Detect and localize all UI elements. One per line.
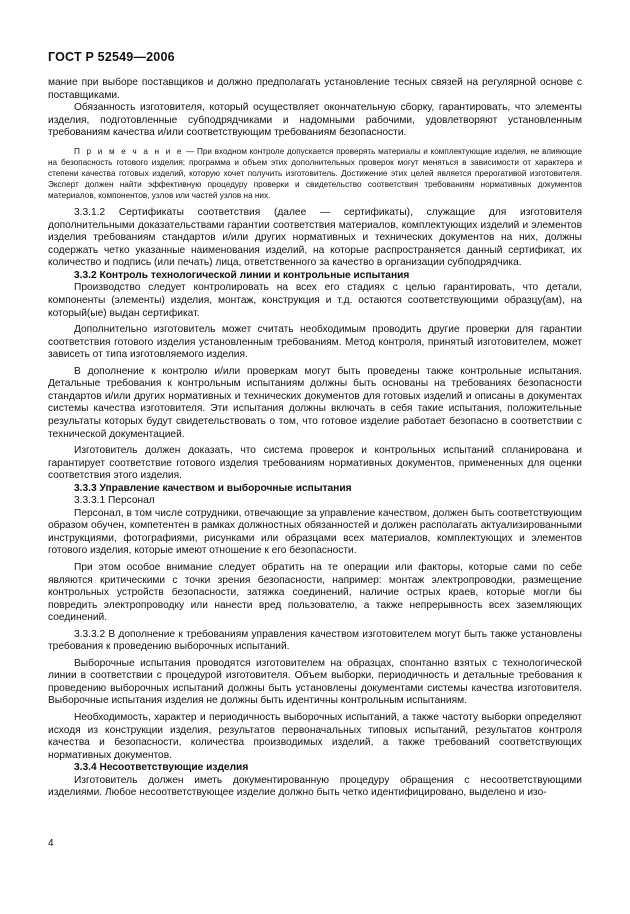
section-heading-3-3-2: 3.3.2 Контроль технологической линии и контрольные испытания bbox=[74, 269, 410, 281]
page-header-standard: ГОСТ Р 52549—2006 bbox=[48, 50, 175, 64]
paragraph: Изготовитель должен доказать, что система проверок и контрольных испытаний спланирована и гарантирует соответствие готового изделия требованиям нормативных документов, примененных для оценки соответствия этого изделия. bbox=[48, 445, 582, 482]
paragraph: мание при выборе поставщиков и должно предполагать установление тесных связей на регулярной основе с поставщиками. bbox=[48, 77, 582, 101]
paragraph: Производство следует контролировать на всех его стадиях с целью гарантировать, что детали, компоненты (элементы) изделия, монтаж, конструкция и т.д. остаются соответствующими образцу(ам), на который(ые) выдан сертификат. bbox=[48, 282, 582, 319]
note-text: — При входном контроле допускается проверять материалы и комплектующие изделия, не влияющие на безопасность готового изделия; программа и объем этих дополнительных проверок могут меняться в зависимости от характера и степени качества готовых изделий, которую хочет получить изготовитель. Достижение этих целей является прерогативой изготовителя. Эксперт должен найти эффективную процедуру проверки и свидетельство соответствия требованиям нормативных документов материалов, компонентов, узлов или частей узлов на них. bbox=[48, 146, 582, 201]
page-body bbox=[48, 77, 582, 800]
paragraph-3-3-3-2: 3.3.3.2 В дополнение к требованиям управления качеством изготовителем могут быть также установлены требования к проведению выборочных испытаний. bbox=[48, 628, 582, 653]
page-number: 4 bbox=[48, 838, 54, 849]
paragraph-3-3-1-2: 3.3.1.2 Сертификаты соответствия (далее — сертификаты), служащие для изготовителя дополнительными доказательствами гарантии соответствия материалов, комплектующих изделий и элементов изделия требованиям стандартов и/или других нормативных и технических документов на них, должны содержать четко указанные наименования изделий, на которые распространяется данный сертификат, их количество и подпись (или печать) лица, ответственного за качество в организации субподрядчика. bbox=[48, 207, 582, 269]
section-heading-3-3-3: 3.3.3 Управление качеством и выборочные испытания bbox=[74, 482, 352, 494]
paragraph: Выборочные испытания проводятся изготовителем на образцах, спонтанно взятых с технологической линии в соответствии с процедурой изготовителя. Объем выборки, периодичность и детальные требования к проведению выборочных испытаний должны быть установлены документами системы качества изготовителя. Выборочные испытания изделия не должны быть идентичны контрольным испытаниям. bbox=[48, 657, 582, 707]
paragraph: Дополнительно изготовитель может считать необходимым проводить другие проверки для гарантии соответствия готового изделия установленным требованиям. Метод контроля, принятый изготовителем, может зависеть от типа изготовляемого изделия. bbox=[48, 324, 582, 361]
paragraph: Изготовитель должен иметь документированную процедуру обращения с несоответствующими изделиями. Любое несоответствующее изделие должно быть четко идентифицировано, выделено и изо- bbox=[48, 774, 582, 799]
paragraph: Обязанность изготовителя, который осуществляет окончательную сборку, гарантировать, что элементы изделия, подготовленные субподрядчиками и надомными рабочими, удовлетворяют установленным требованиям качества и/или соответствующим требованиям безопасности. bbox=[48, 102, 582, 139]
paragraph: Персонал, в том числе сотрудники, отвечающие за управление качеством, должен быть соответствующим образом обучен, компетентен в рамках должностных обязанностей и должен располагать актуализированными инструкциями, фотографиями, рисунками или образцами всех материалов, комплектующих и элементов готового изделия, которые имеют отношение к его безопасности. bbox=[48, 507, 582, 557]
paragraph: Необходимость, характер и периодичность выборочных испытаний, а также частоту выборки определяют исходя из конструкции изделия, результатов первоначальных типовых испытаний, результатов контроля качества и безопасности, количества производимых изделий, а также требований соответствующих нормативных документов. bbox=[48, 711, 582, 761]
paragraph: При этом особое внимание следует обратить на те операции или факторы, которые сами по себе являются критическими с точки зрения безопасности, например: монтаж электропроводки, размещение контрольных устройств безопасности, затяжка соединений, наличие острых краев, которые могли бы повредить электропроводку или нанести вред пользователю, а также непрерывность всех заземляющих соединений. bbox=[48, 561, 582, 624]
note bbox=[48, 146, 582, 201]
paragraph: В дополнение к контролю и/или проверкам могут быть проведены также контрольные испытания. Детальные требования к контрольным испытаниям должны быть основаны на требованиях безопасности стандартов и/или других нормативных и технических документов для готовых изделий и описаны в документах системы качества изготовителя. Эти испытания должны включать в себя такие испытания, положительные результаты которых будут свидетельствовать о том, что готовое изделие работает безопасно в соответствии с технической документацией. bbox=[48, 365, 582, 440]
section-heading-3-3-4: 3.3.4 Несоответствующие изделия bbox=[74, 762, 249, 774]
subsection-heading-3-3-3-1: 3.3.3.1 Персонал bbox=[74, 495, 155, 507]
note-label: П р и м е ч а н и е bbox=[74, 146, 184, 156]
